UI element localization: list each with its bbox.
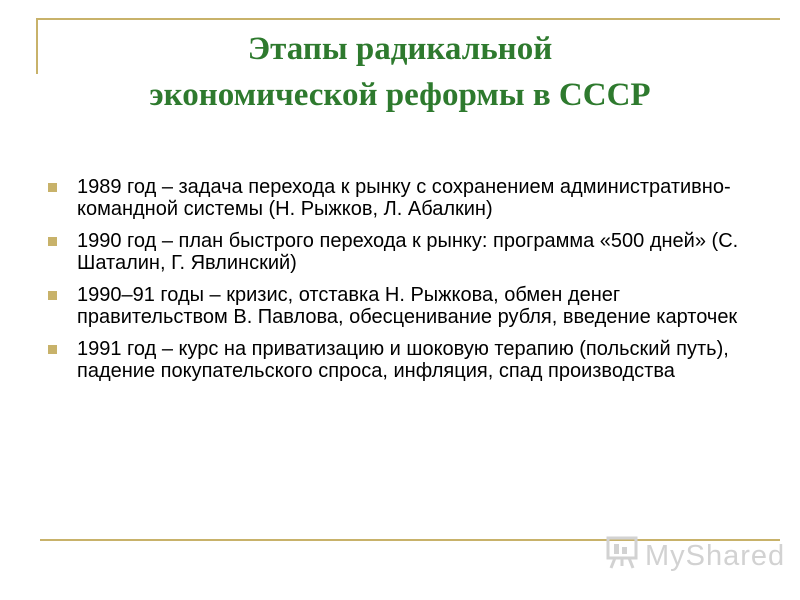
list-item-text: 1990 год – план быстрого перехода к рынку: программа «500 дней» (С. Шаталин, Г. Явлинский) [77, 230, 739, 274]
square-bullet-icon [48, 345, 57, 354]
presentation-board-icon [605, 534, 645, 578]
square-bullet-icon [48, 237, 57, 246]
watermark-logo [605, 536, 785, 576]
title-line-1: Этапы радикальной [247, 31, 553, 67]
top-divider [36, 18, 780, 20]
watermark-text: MyShared [645, 539, 786, 572]
list-item-text: 1990–91 годы – кризис, отставка Н. Рыжкова, обмен денег правительством В. Павлова, обесценивание рубля, введение карточек [77, 284, 738, 328]
reform-stages-list [48, 176, 748, 392]
list-item [48, 176, 748, 220]
square-bullet-icon [48, 291, 57, 300]
left-divider [36, 18, 38, 74]
list-item [48, 284, 748, 328]
list-item [48, 230, 748, 274]
title-line-2: экономической реформы в СССР [149, 77, 651, 113]
list-item-text: 1989 год – задача перехода к рынку с сохранением административно-командной системы (Н. Рыжков, Л. Абалкин) [77, 176, 731, 220]
list-item [48, 338, 748, 382]
slide-title [40, 26, 760, 118]
list-item-text: 1991 год – курс на приватизацию и шоковую терапию (польский путь), падение покупательского спроса, инфляция, спад производства [77, 338, 729, 382]
square-bullet-icon [48, 183, 57, 192]
